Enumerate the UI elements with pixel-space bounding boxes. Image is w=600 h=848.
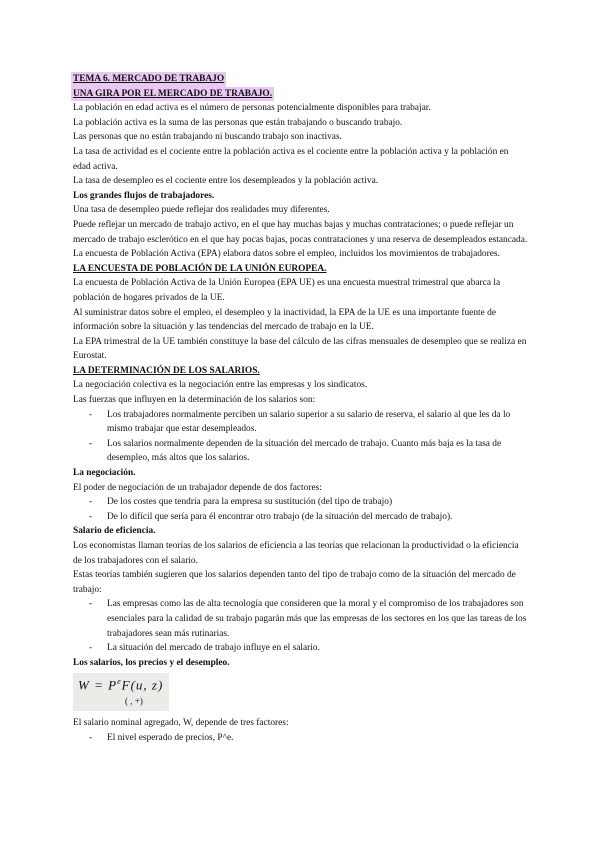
- formula-expression: [78, 675, 163, 693]
- intro-paragraph: La población en edad activa es el número de personas potencialmente disponibles para trabajar.: [73, 103, 431, 114]
- negociacion-list: [73, 495, 528, 524]
- list-item: - Los salarios normalmente dependen de la situación del mercado de trabajo. Cuanto más baja es la tasa de desempleo, más altos que los salarios.: [73, 437, 528, 466]
- eficiencia-paragraph: Los economistas llaman teorías de los salarios de eficiencia a las teorías que relacionan la productividad o la eficiencia de los trabajadores con el salario.: [73, 541, 519, 566]
- document-subtitle: UNA GIRA POR EL MERCADO DE TRABAJO.: [71, 87, 274, 102]
- section-heading-negociacion: La negociación.: [73, 468, 136, 479]
- salarios-paragraph: Las fuerzas que influyen en la determinación de los salarios son:: [73, 395, 316, 406]
- eficiencia-list: [73, 597, 528, 655]
- document-content: [73, 72, 528, 746]
- formula-superscript: e: [117, 677, 122, 687]
- flujos-paragraph: La encuesta de Población Activa (EPA) elabora datos sobre el empleo, incluidos los movimientos de trabajadores.: [73, 249, 500, 260]
- list-item: - De los costes que tendría para la empresa su sustitución (del tipo de trabajo): [73, 495, 528, 510]
- document-title: TEMA 6. MERCADO DE TRABAJO: [71, 72, 226, 87]
- eficiencia-paragraph: Estas teorías también sugieren que los salarios dependen tanto del tipo de trabajo como de la situación del mercado de trabajo:: [73, 570, 516, 595]
- flujos-paragraph: Una tasa de desempleo puede reflejar dos realidades muy diferentes.: [73, 205, 330, 216]
- formula-price: P: [108, 677, 118, 693]
- epa-paragraph: La encuesta de Población Activa de la Unión Europea (EPA UE) es una encuesta muestral trimestral que abarca la población de hogares privados de la UE.: [73, 278, 501, 303]
- list-item: - Los trabajadores normalmente perciben un salario superior a su salario de reserva, el salario al que les da lo mismo trabajar que estar desempleados.: [73, 408, 528, 437]
- list-item: - Las empresas como las de alta tecnología que consideren que la moral y el compromiso de los trabajadores son esenciales para la calidad de su trabajo pagarán más que las empresas de los sectores en los que las tareas de los trabajadores sean más rutinarias.: [73, 597, 528, 641]
- epa-paragraph: Al suministrar datos sobre el empleo, el desempleo y la inactividad, la EPA de la UE es una importante fuente de información sobre la situación y las tendencias del mercado de trabajo en la UE.: [73, 307, 496, 333]
- wage-formula: [73, 673, 169, 711]
- formula-lhs: W: [78, 677, 90, 693]
- section-heading-flujos: Los grandes flujos de trabajadores.: [73, 190, 215, 201]
- section-heading-precios: Los salarios, los precios y el desempleo.: [73, 657, 230, 668]
- flujos-paragraph: Puede reflejar un mercado de trabajo activo, en el que hay muchas bajas y muchas contrataciones; o puede reflejar un mercado de trabajo esclerótico en el que hay pocas bajas, pocas contrataciones y una reserva de desempleados estancada.: [73, 219, 528, 245]
- list-item: - De lo difícil que sería para él encontrar otro trabajo (de la situación del mercado de trabajo).: [73, 510, 528, 525]
- section-heading-epa: LA ENCUESTA DE POBLACIÓN DE LA UNIÓN EUROPEA.: [73, 263, 327, 274]
- precios-list: [73, 731, 528, 746]
- intro-paragraph: La tasa de actividad es el cociente entre la población activa es el cociente entre la población activa y la población en edad activa.: [73, 146, 509, 172]
- title-line: [73, 72, 528, 87]
- subtitle-line: [73, 87, 528, 102]
- epa-paragraph: La EPA trimestral de la UE también constituye la base del cálculo de las cifras mensuales de desempleo que se realiza en Eurostat.: [73, 336, 527, 362]
- section-heading-salarios: LA DETERMINACIÓN DE LOS SALARIOS.: [73, 365, 260, 376]
- section-heading-eficiencia: Salario de eficiencia.: [73, 526, 156, 537]
- list-item: - La situación del mercado de trabajo influye en el salario.: [73, 641, 528, 656]
- formula-function: F(u, z): [121, 677, 164, 693]
- salarios-paragraph: La negociación colectiva es la negociación entre las empresas y los sindicatos.: [73, 380, 368, 391]
- formula-signs: ( , +): [125, 696, 143, 707]
- formula-equals: =: [94, 677, 104, 693]
- salarios-list: [73, 408, 528, 466]
- negociacion-paragraph: El poder de negociación de un trabajador depende de dos factores:: [73, 482, 322, 493]
- list-item: - El nivel esperado de precios, P^e.: [73, 731, 528, 746]
- precios-paragraph: El salario nominal agregado, W, depende de tres factores:: [73, 718, 289, 729]
- intro-paragraph: La población activa es la suma de las personas que están trabajando o buscando trabajo.: [73, 117, 403, 128]
- intro-paragraph: Las personas que no están trabajando ni buscando trabajo son inactivas.: [73, 132, 342, 143]
- intro-paragraph: La tasa de desempleo es el cociente entre los desempleados y la población activa.: [73, 176, 379, 187]
